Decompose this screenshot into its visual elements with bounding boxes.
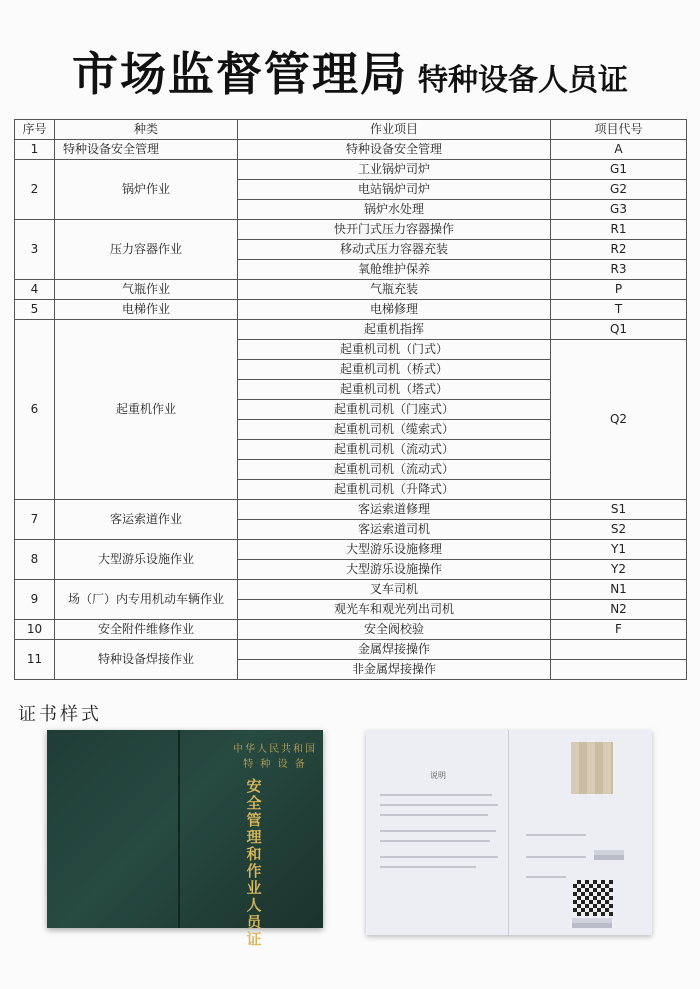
row-no: 8 [15, 540, 55, 580]
header-item: 作业项目 [238, 120, 551, 140]
row-item: 起重机司机（桥式） [238, 360, 551, 380]
certificate-inside-photo [366, 730, 652, 935]
redacted-field [594, 850, 624, 860]
table-header-row [15, 120, 687, 140]
row-no: 10 [15, 620, 55, 640]
row-code [551, 640, 687, 660]
table-row [15, 500, 687, 520]
text-line [380, 794, 492, 796]
certificate-table [14, 119, 687, 680]
row-category: 特种设备安全管理 [55, 140, 238, 160]
row-no: 4 [15, 280, 55, 300]
row-code: G3 [551, 200, 687, 220]
table-row [15, 220, 687, 240]
row-code: N1 [551, 580, 687, 600]
table-row [15, 140, 687, 160]
cover-header-line-1: 中华人民共和国 [233, 744, 317, 755]
row-item: 锅炉水处理 [238, 200, 551, 220]
table-row [15, 280, 687, 300]
row-category: 特种设备焊接作业 [55, 640, 238, 680]
row-code: R2 [551, 240, 687, 260]
row-no: 7 [15, 500, 55, 540]
row-item: 电梯修理 [238, 300, 551, 320]
row-item: 起重机司机（流动式） [238, 440, 551, 460]
text-line [380, 814, 488, 816]
certificate-cover-photo [47, 730, 323, 948]
page-title [0, 38, 700, 104]
row-item: 起重机司机（门式） [238, 340, 551, 360]
table-row [15, 320, 687, 340]
cover-header [225, 742, 325, 772]
field-line [526, 876, 566, 878]
row-code: F [551, 620, 687, 640]
text-line [380, 856, 498, 858]
row-category: 电梯作业 [55, 300, 238, 320]
id-photo [571, 742, 613, 794]
row-item: 观光车和观光列出司机 [238, 600, 551, 620]
table-row [15, 160, 687, 180]
row-category: 起重机作业 [55, 320, 238, 500]
row-no: 1 [15, 140, 55, 160]
row-no: 9 [15, 580, 55, 620]
row-code: A [551, 140, 687, 160]
row-code: G2 [551, 180, 687, 200]
cover-title: 安全管理和作业人员证 [246, 777, 262, 948]
row-item: 氧舱维护保养 [238, 260, 551, 280]
page-fold [508, 730, 509, 935]
row-code: Q1 [551, 320, 687, 340]
row-code: N2 [551, 600, 687, 620]
row-item: 客运索道修理 [238, 500, 551, 520]
row-item: 叉车司机 [238, 580, 551, 600]
row-no: 5 [15, 300, 55, 320]
certificate-sample-label: 证书样式 [18, 704, 102, 725]
row-no: 6 [15, 320, 55, 500]
redacted-field [572, 918, 612, 928]
row-category: 气瓶作业 [55, 280, 238, 300]
row-item: 电站锅炉司炉 [238, 180, 551, 200]
field-line [526, 834, 586, 836]
row-item: 安全阀校验 [238, 620, 551, 640]
row-code: R1 [551, 220, 687, 240]
row-item: 大型游乐设施修理 [238, 540, 551, 560]
row-item: 特种设备安全管理 [238, 140, 551, 160]
table-row [15, 300, 687, 320]
row-item: 起重机司机（升降式） [238, 480, 551, 500]
row-code [551, 660, 687, 680]
row-item: 起重机指挥 [238, 320, 551, 340]
row-item: 起重机司机（塔式） [238, 380, 551, 400]
row-category: 客运索道作业 [55, 500, 238, 540]
row-code: Y1 [551, 540, 687, 560]
row-code: P [551, 280, 687, 300]
row-item: 气瓶充装 [238, 280, 551, 300]
row-category: 安全附件维修作业 [55, 620, 238, 640]
text-line [380, 804, 498, 806]
row-category: 压力容器作业 [55, 220, 238, 280]
row-code: R3 [551, 260, 687, 280]
row-category: 锅炉作业 [55, 160, 238, 220]
row-code: Y2 [551, 560, 687, 580]
row-item: 移动式压力容器充装 [238, 240, 551, 260]
row-item: 起重机司机（流动式） [238, 460, 551, 480]
row-item: 客运索道司机 [238, 520, 551, 540]
table-row [15, 640, 687, 660]
row-code: G1 [551, 160, 687, 180]
row-item: 非金属焊接操作 [238, 660, 551, 680]
title-main: 市场监督管理局 [72, 47, 408, 101]
row-item: 快开门式压力容器操作 [238, 220, 551, 240]
cover-header-line-2: 特 种 设 备 [243, 759, 307, 770]
table-row [15, 580, 687, 600]
table-row [15, 540, 687, 560]
row-category: 大型游乐设施作业 [55, 540, 238, 580]
table-row [15, 620, 687, 640]
inside-heading: 说明 [430, 771, 446, 780]
field-line [526, 856, 586, 858]
header-no: 序号 [15, 120, 55, 140]
title-sub: 特种设备人员证 [418, 63, 628, 98]
text-line [380, 830, 496, 832]
row-code: Q2 [551, 340, 687, 500]
row-no: 3 [15, 220, 55, 280]
header-code: 项目代号 [551, 120, 687, 140]
row-code: T [551, 300, 687, 320]
row-no: 2 [15, 160, 55, 220]
qr-code [573, 880, 613, 916]
cover-spine [178, 730, 180, 928]
text-line [380, 840, 490, 842]
row-code: S1 [551, 500, 687, 520]
row-item: 大型游乐设施操作 [238, 560, 551, 580]
row-item: 工业锅炉司炉 [238, 160, 551, 180]
row-item: 起重机司机（门座式） [238, 400, 551, 420]
text-line [380, 866, 476, 868]
row-category: 场（厂）内专用机动车辆作业 [55, 580, 238, 620]
header-category: 种类 [55, 120, 238, 140]
row-no: 11 [15, 640, 55, 680]
row-code: S2 [551, 520, 687, 540]
row-item: 金属焊接操作 [238, 640, 551, 660]
row-item: 起重机司机（缆索式） [238, 420, 551, 440]
